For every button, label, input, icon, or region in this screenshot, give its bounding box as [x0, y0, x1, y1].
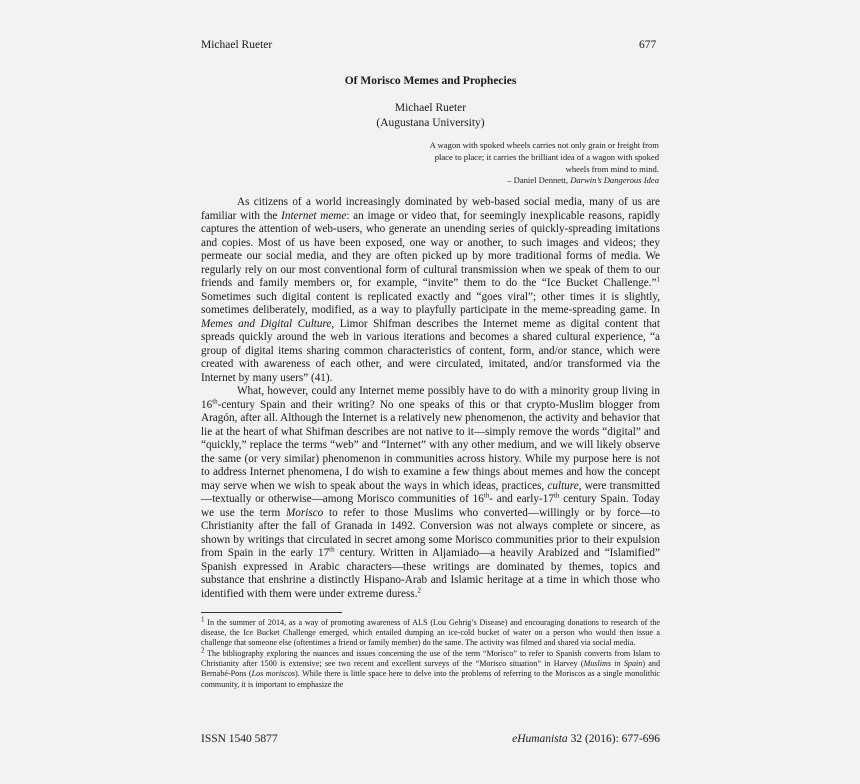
footnote-2: $^2$ The bibliography exploring the nuances and issues concerning the use of the term “Morisco” to refer to Spanish converts from Islam to Christianity after 1500 is extensive; see two recent and excellent surveys of the “Morisco situation” in Harvey (Muslims in Spain) and Bernabé-Pons (Los moriscos). While there is little space here to delve into the problems of referring to the Moriscos as a single monolithic community, it is important to emphasize the	[201, 646, 660, 689]
epigraph-line: wheels from mind to mind.	[565, 163, 659, 174]
author-affiliation: (Augustana University)	[376, 117, 485, 129]
footnote-ref[interactable]: 2	[417, 585, 422, 594]
epigraph	[388, 140, 659, 187]
article-title: Of Morisco Memes and Prophecies	[344, 75, 517, 87]
footer-issn: ISSN 1540 5877	[201, 733, 278, 745]
footer-citation: eHumanista 32 (2016): 677-696	[512, 733, 660, 745]
body-text	[201, 196, 660, 601]
epigraph-line: A wagon with spoked wheels carries not only grain or freight from	[429, 140, 659, 150]
footnotes	[201, 615, 660, 691]
epigraph-line: place to place; it carries the brilliant idea of a wagon with spoked	[434, 151, 659, 162]
paragraph-2: What, however, could any Internet meme possibly have to do with a minority group living in 16th-century Spain and their writing? No one speaks of this or that crypto-Muslim blogger from Aragón, after all. Although the Internet is a relatively new phenomenon, the activity and behavior that lie at the heart of what Shifman describes are not native to it—simply remove the words “digital” and “quickly,” replace the terms “web” and “Internet” with any other medium, and we will likely observe the same (or very similar) phenomenon in communities across history. While my purpose here is not to address Internet phenomena, I do wish to examine a few things about memes and how the concept may serve when we wish to speak about the ways in which ideas, practices, culture, were transmitted—textually or otherwise—among Morisco communities of 16th- and early-17th century Spain. Today we use the term Morisco to refer to those Muslims who converted—willingly or by force—to Christianity after the fall of Granada in 1492. Conversion was not always complete or sincere, as shown by writings that circulated in secret among some Morisco communities prior to their expulsion from Spain in the early 17th century. Written in Aljamiado—a heavily Arabized and “Islamified” Spanish expressed in Arabic characters—these writings are dominated by themes, topics and substance that enshrine a distinctly Hispano-Arab and Islamic heritage at a time in which those who identified with them were under extreme duress.$^2$	[201, 385, 660, 600]
journal-name: eHumanista	[512, 733, 568, 745]
running-header-author: Michael Rueter	[201, 39, 273, 51]
epigraph-source-title: Darwin’s Dangerous Idea	[570, 175, 659, 186]
footnote-ref[interactable]: 1	[656, 275, 660, 284]
footnote-1: $^1$ In the summer of 2014, as a way of promoting awareness of ALS (Lou Gehrig’s Disease) and encouraging donations to research of the disease, the Ice Bucket Challenge emerged, which entailed dumping an ice-cold bucket of water on a person who would then issue a challenge that someone else (oftentimes a friend or family member) do the same. The activity was filmed and shared via social media.	[201, 615, 660, 648]
author-name: Michael Rueter	[394, 102, 467, 114]
footnote-divider	[201, 612, 342, 613]
epigraph-attribution: – Daniel Dennett, Darwin’s Dangerous Idea	[507, 175, 659, 186]
paragraph-1: As citizens of a world increasingly dominated by web-based social media, many of us are familiar with the Internet meme: an image or video that, for seemingly inexplicable reasons, rapidly captures the attention of web-users, who generate an unending series of quickly-spreading imitations and copies. Most of us have been exposed, one way or another, to such images and videos; they permeate our social media, and they are often picked up by more traditional forms of media. We regularly rely on our most conventional form of cultural transmission when we speak of them to our friends and family members or, for example, “invite” them to do the “Ice Bucket Challenge.”$^1$ Sometimes such digital content is replicated exactly and “goes viral”; other times it is slightly, sometimes deliberately, modified, as a way to playfully participate in the meme-spreading game. In Memes and Digital Culture, Limor Shifman describes the Internet meme as digital content that spreads quickly around the web in various iterations and becomes a shared cultural experience, “a group of digital items sharing common characteristics of content, form, and/or stance, which were created with awareness of each other, and were circulated, imitated, and/or transformed via the Internet by many users” (41).	[201, 196, 660, 384]
byline	[201, 101, 660, 131]
page-number: 677	[639, 39, 657, 51]
